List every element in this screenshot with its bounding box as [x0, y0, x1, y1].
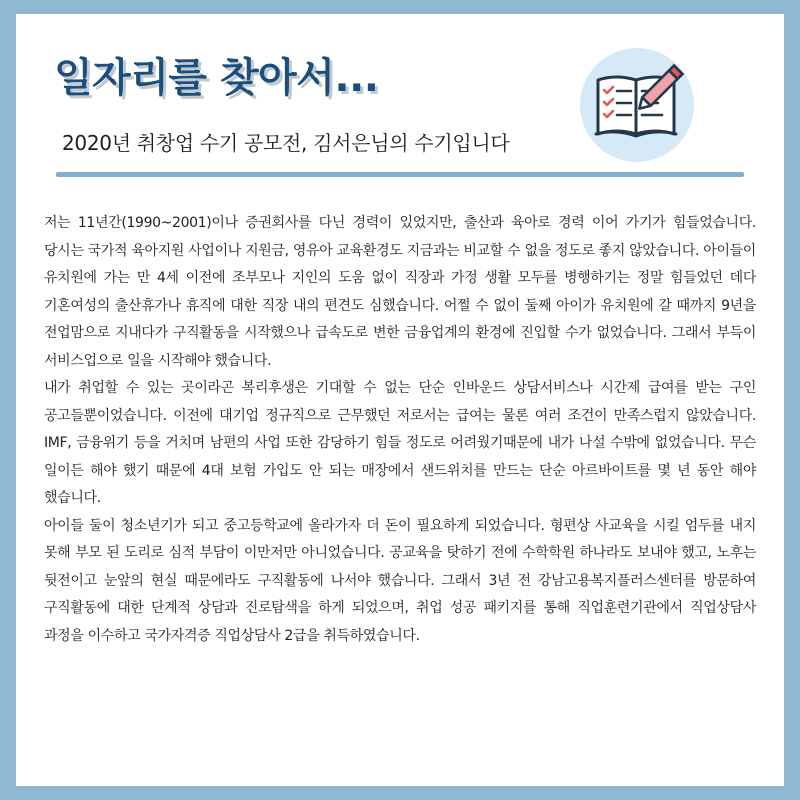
article-card — [16, 14, 784, 786]
page-title: 일자리를 찾아서... — [54, 55, 379, 101]
paragraph-1: 저는 11년간(1990~2001)이나 증권회사를 다닌 경력이 있었지만, 출산과 육아로 경력 이어 가기가 힘들었습니다. 당시는 국가적 육아지원 사업이나 지원금, 영유아 교육환경도 지금과는 비교할 수 없을 정도로 좋지 않았습니다. 아이들이 유치원에 가는 만 4세 이전에 조부모나 지인의 도움 없이 직장과 가정 생활 모두를 병행하기는 정말 힘들었던 데다 기혼여성의 출산휴가나 휴직에 대한 직장 내의 편견도 심했습니다. 어쩔 수 없이 둘째 아이가 유치원에 갈 때까지 9년을 전업맘으로 지내다가 구직활동을 시작했으나 급속도로 변한 금융업계의 환경에 진입할 수가 없었습니다. 그래서 부득이 서비스업으로 일을 시작해야 했습니다. — [44, 215, 756, 369]
article-body — [44, 210, 756, 650]
book-checklist-pencil-icon — [578, 46, 696, 164]
header-divider — [56, 172, 744, 177]
paragraph-2: 내가 취업할 수 있는 곳이라곤 복리후생은 기대할 수 없는 단순 인바운드 상담서비스나 시간제 급여를 받는 구인 공고들뿐이었습니다. 이전에 대기업 정규직으로 근무했던 저로서는 급여는 물론 여러 조건이 만족스럽지 않았습니다. IMF, 금융위기 등을 거치며 남편의 사업 또한 감당하기 힘들 정도로 어려웠기때문에 내가 나설 수밖에 없었습니다. 무슨 일이든 해야 했기 때문에 4대 보험 가입도 안 되는 매장에서 샌드위치를 만드는 단순 아르바이트를 몇 년 동안 해야 했습니다. — [44, 380, 756, 506]
paragraph-3: 아이들 둘이 청소년기가 되고 중고등학교에 올라가자 더 돈이 필요하게 되었습니다. 형편상 사교육을 시킬 엄두를 내지 못해 부모 된 도리로 심적 부담이 이만저만 아니었습니다. 공교육을 탓하기 전에 수학학원 하나라도 보내야 했고, 노후는 뒷전이고 눈앞의 현실 때문에라도 구직활동에 나서야 했습니다. 그래서 3년 전 강남고용복지플러스센터를 방문하여 구직활동에 대한 단계적 상담과 진로탐색을 하게 되었으며, 취업 성공 패키지를 통해 직업훈련기관에서 직업상담사 과정을 이수하고 국가자격증 직업상담사 2급을 취득하였습니다. — [44, 517, 756, 644]
page-subtitle: 2020년 취창업 수기 공모전, 김서은님의 수기입니다 — [62, 131, 510, 155]
